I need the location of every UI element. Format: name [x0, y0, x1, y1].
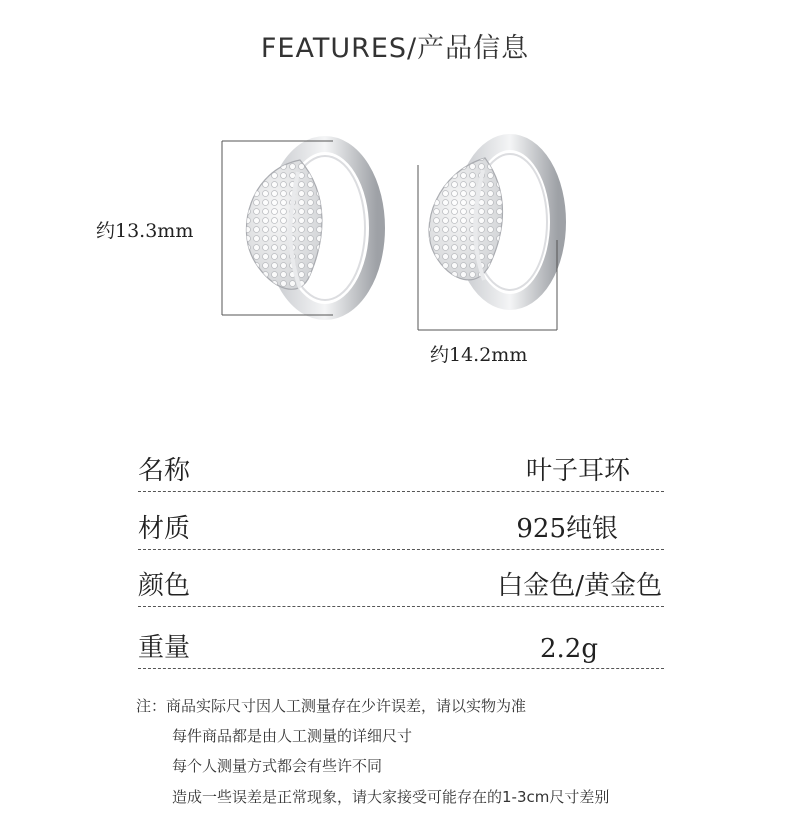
spec-label: 名称	[138, 456, 191, 486]
width-dimension-label: 约14.2mm	[430, 344, 528, 366]
spec-row-color	[138, 572, 664, 607]
note-line: 造成一些误差是正常现象，请大家接受可能存在的1-3cm尺寸差别	[172, 788, 610, 806]
height-dimension-label: 约13.3mm	[96, 220, 194, 242]
spec-label: 重量	[138, 633, 191, 663]
spec-label: 颜色	[138, 571, 191, 601]
note-line: 注：商品实际尺寸因人工测量存在少许误差，请以实物为准	[136, 697, 527, 715]
note-line: 每件商品都是由人工测量的详细尺寸	[172, 727, 413, 745]
spec-value: 叶子耳环	[525, 456, 630, 486]
spec-row-material	[138, 515, 664, 550]
earring-right	[429, 142, 558, 302]
page-title: FEATURES/产品信息	[260, 33, 530, 64]
spec-row-name	[138, 457, 664, 492]
spec-label: 材质	[138, 514, 191, 544]
spec-row-weight	[138, 634, 664, 669]
earring-left	[246, 144, 377, 312]
spec-value: 白金色/黄金色	[497, 571, 662, 601]
spec-value: 925纯银	[516, 514, 618, 544]
note-line: 每个人测量方式都会有些许不同	[172, 757, 383, 775]
spec-value: 2.2g	[540, 634, 598, 664]
